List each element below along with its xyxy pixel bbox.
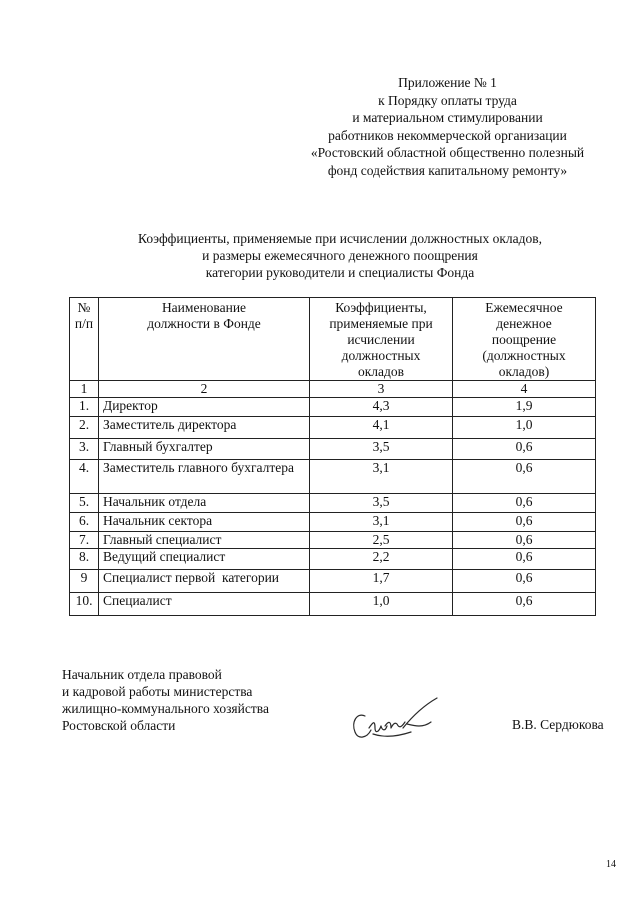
bonus-value: 1,9 <box>453 398 596 417</box>
position-name: Главный бухгалтер <box>99 439 310 460</box>
position-name: Начальник отдела <box>99 494 310 513</box>
signer-name: В.В. Сердюкова <box>512 717 604 732</box>
bonus-value: 0,6 <box>453 494 596 513</box>
table-row <box>70 439 596 460</box>
header-position: Наименование должности в Фонде <box>99 298 310 381</box>
position-name: Специалист первой категории <box>99 570 310 593</box>
coefficient-value: 4,3 <box>310 398 453 417</box>
signoff-line: и кадровой работы министерства <box>62 684 253 699</box>
appendix-line: к Порядку оплаты труда <box>378 92 517 108</box>
table-row <box>70 398 596 417</box>
bonus-value: 0,6 <box>453 532 596 549</box>
table-row <box>70 593 596 616</box>
bonus-value: 0,6 <box>453 439 596 460</box>
document-title <box>80 230 600 281</box>
appendix-line: фонд содействия капитальному ремонту» <box>327 162 568 178</box>
position-name: Заместитель директора <box>99 417 310 439</box>
position-name: Директор <box>99 398 310 417</box>
signoff-block <box>62 666 269 734</box>
handwritten-signature <box>345 694 445 744</box>
bonus-value: 0,6 <box>453 570 596 593</box>
appendix-line: «Ростовский областной общественно полезный <box>310 145 585 160</box>
bonus-value: 0,6 <box>453 460 596 494</box>
bonus-value: 0,6 <box>453 549 596 570</box>
signoff-line: Ростовской области <box>62 718 176 733</box>
row-number: 3. <box>70 439 99 460</box>
coefficient-value: 3,1 <box>310 513 453 532</box>
title-line: и размеры ежемесячного денежного поощрения <box>202 248 478 263</box>
bonus-value: 0,6 <box>453 593 596 616</box>
table-row <box>70 417 596 439</box>
coefficient-value: 1,0 <box>310 593 453 616</box>
row-number: 4. <box>70 460 99 494</box>
table-row <box>70 532 596 549</box>
column-number: 4 <box>453 381 596 398</box>
signoff-line: жилищно-коммунального хозяйства <box>62 701 269 716</box>
position-name: Заместитель главного бухгалтера <box>99 460 310 494</box>
coefficient-value: 1,7 <box>310 570 453 593</box>
coefficient-value: 4,1 <box>310 417 453 439</box>
row-number: 7. <box>70 532 99 549</box>
row-number: 9 <box>70 570 99 593</box>
title-line: Коэффициенты, применяемые при исчислении должностных окладов, <box>138 231 542 246</box>
row-number: 8. <box>70 549 99 570</box>
title-line: категории руководители и специалисты Фонда <box>205 265 475 280</box>
row-number: 10. <box>70 593 99 616</box>
coefficient-value: 3,5 <box>310 494 453 513</box>
signoff-line: Начальник отдела правовой <box>62 667 222 682</box>
position-name: Начальник сектора <box>99 513 310 532</box>
row-number: 2. <box>70 417 99 439</box>
coefficient-value: 2,5 <box>310 532 453 549</box>
header-number: № п/п <box>70 298 99 381</box>
position-name: Ведущий специалист <box>99 549 310 570</box>
appendix-line: и материальном стимулировании <box>352 110 543 125</box>
header-coefficient: Коэффициенты, применяемые при исчислении должностных окладов <box>310 298 453 381</box>
page-number: 14 <box>606 859 616 870</box>
appendix-header <box>280 74 615 179</box>
column-number: 2 <box>99 381 310 398</box>
table-header-row <box>70 298 596 381</box>
table-row <box>70 549 596 570</box>
coefficients-table <box>69 297 596 616</box>
header-bonus: Ежемесячное денежное поощрение (должностных окладов) <box>453 298 596 381</box>
table-row <box>70 570 596 593</box>
appendix-line: работников некоммерческой организации <box>328 127 567 143</box>
table-row <box>70 494 596 513</box>
column-number: 1 <box>70 381 99 398</box>
bonus-value: 0,6 <box>453 513 596 532</box>
row-number: 1. <box>70 398 99 417</box>
position-name: Специалист <box>99 593 310 616</box>
row-number: 6. <box>70 513 99 532</box>
bonus-value: 1,0 <box>453 417 596 439</box>
column-number-row <box>70 381 596 398</box>
row-number: 5. <box>70 494 99 513</box>
table-row <box>70 513 596 532</box>
position-name: Главный специалист <box>99 532 310 549</box>
column-number: 3 <box>310 381 453 398</box>
table-row <box>70 460 596 494</box>
coefficient-value: 3,1 <box>310 460 453 494</box>
coefficient-value: 3,5 <box>310 439 453 460</box>
appendix-line: Приложение № 1 <box>398 75 497 90</box>
coefficient-value: 2,2 <box>310 549 453 570</box>
